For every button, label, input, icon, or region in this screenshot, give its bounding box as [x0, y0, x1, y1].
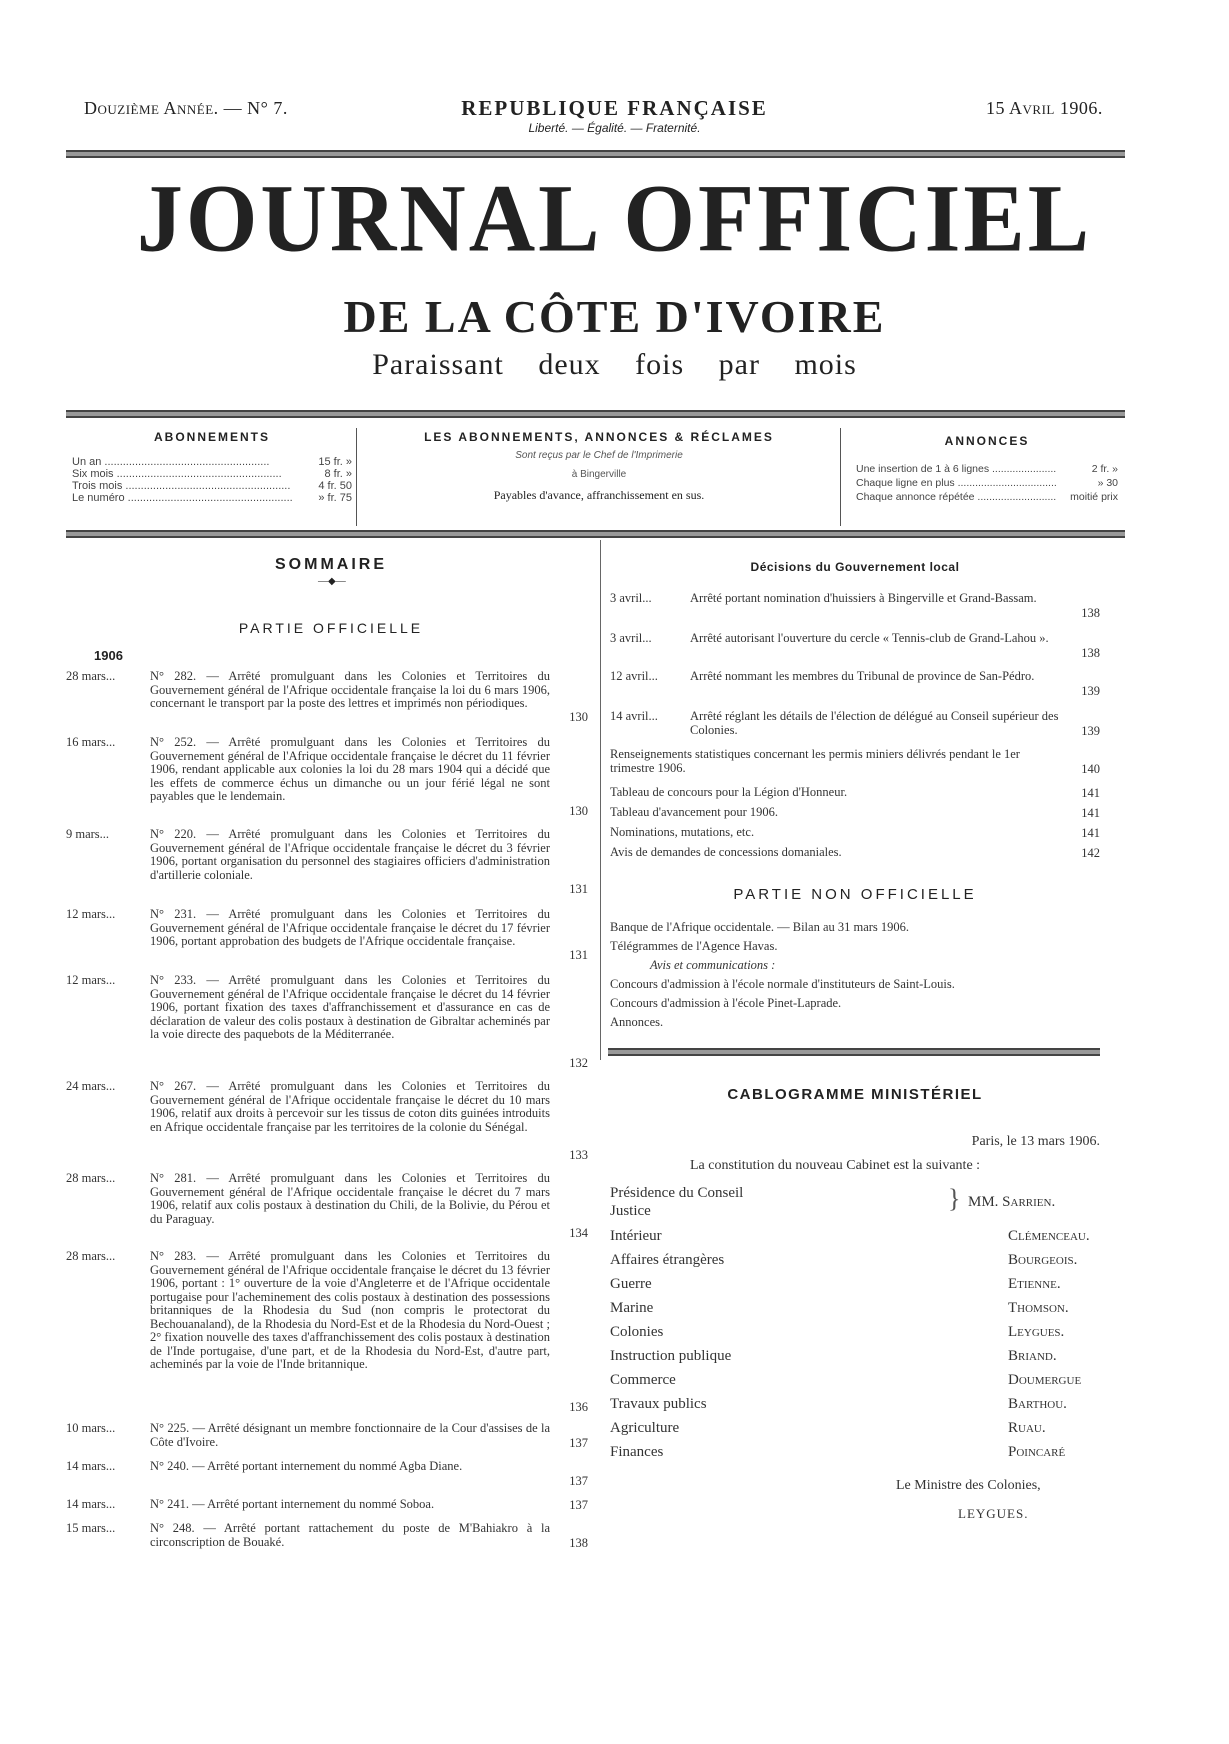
abonnement-row: Six mois ..... 8 fr. »	[72, 468, 352, 480]
sommaire-entry: 14 mars... N° 240. — Arrêté portant internement du nommé Agba Diane. 137	[66, 1459, 588, 1488]
infobox-divider	[840, 428, 841, 526]
non-officielle-item: Concours d'admission à l'école normale d'instituteurs de Saint-Louis.	[610, 977, 955, 991]
sommaire-entry: 10 mars... N° 225. — Arrêté désignant un membre fonctionnaire de la Cour d'assises de la Côte d'Ivoire. 137	[66, 1421, 588, 1450]
ministry-row: Travaux publics Barthou.	[610, 1396, 1067, 1412]
justice-label: Justice	[610, 1203, 651, 1219]
sommaire-entry: 15 mars... N° 248. — Arrêté portant rattachement du poste de M'Bahiakro à la circonscription de Bouaké. 138	[66, 1521, 588, 1550]
cablogramme-dateline: Paris, le 13 mars 1906.	[971, 1134, 1100, 1149]
issue-date: 15 Avril 1906.	[986, 98, 1103, 118]
masthead-frequency: Paraissant deux fois par mois	[372, 348, 857, 381]
sommaire-entry: 16 mars... N° 252. — Arrêté promulguant dans les Colonies et Territoires du Gouvernement général de l'Afrique occidentale française le décret du 11 février 1906, rendant applicable aux colonies la loi du 28 mars 1904 qui a décidé que les effets de commerce échus un dimanche ou un jour férié légal ne sont payables que le lendemain. 130	[66, 735, 588, 818]
abonnement-row: Un an ..... 15 fr. »	[72, 456, 352, 468]
annonce-row: Chaque ligne en plus ..... » 30	[856, 476, 1118, 490]
toc-entry: 14 avril... Arrêté réglant les détails de l'élection de délégué au Conseil supérieur des Colonies. 139	[610, 709, 1100, 738]
republic-title: REPUBLIQUE FRANÇAISE	[461, 96, 768, 120]
non-officielle-item: Concours d'admission à l'école Pinet-Laprade.	[610, 996, 842, 1010]
non-officielle-item: Banque de l'Afrique occidentale. — Bilan au 31 mars 1906.	[610, 920, 910, 934]
abonnements-heading: ABONNEMENTS	[153, 430, 270, 444]
cablogramme-rule	[608, 1048, 1100, 1056]
ministry-row: Agriculture Ruau.	[610, 1420, 1046, 1436]
sommaire-entry: 28 mars... N° 282. — Arrêté promulguant dans les Colonies et Territoires du Gouvernement général de l'Afrique occidentale française la loi du 6 mars 1906, concernant le transport par la poste des lettres et imprimés non périodiques. 130	[66, 669, 588, 724]
signature-name: LEYGUES.	[958, 1506, 1029, 1521]
center-line1: Sont reçus par le Chef de l'Imprimerie	[515, 450, 683, 461]
infobox-divider	[356, 428, 357, 526]
partie-officielle-heading: PARTIE OFFICIELLE	[238, 620, 424, 636]
ministry-row: Colonies Leygues.	[610, 1324, 1065, 1340]
issue-number: Douzième Année. — N° 7.	[84, 98, 288, 118]
non-officielle-item: Télégrammes de l'Agence Havas.	[610, 939, 778, 953]
toc-entry: 3 avril... Arrêté autorisant l'ouverture du cercle « Tennis-club de Grand-Lahou ». 138	[610, 631, 1100, 660]
ornament-icon: —◆—	[318, 576, 346, 587]
column-divider	[600, 540, 601, 1060]
ministry-row: Intérieur Clémenceau.	[610, 1228, 1090, 1244]
toc-entry: Tableau de concours pour la Légion d'Honneur. 141	[610, 785, 1100, 800]
center-line3: Payables d'avance, affranchissement en sus.	[493, 488, 705, 502]
ministry-row: Instruction publique Briand.	[610, 1348, 1057, 1364]
non-officielle-item: Avis et communications :	[650, 958, 776, 972]
center-heading: LES ABONNEMENTS, ANNONCES & RÉCLAMES	[424, 430, 774, 444]
masthead-subtitle: DE LA CÔTE D'IVOIRE	[343, 291, 886, 342]
non-officielle-item: Annonces.	[610, 1015, 664, 1029]
abonnement-row: Le numéro ..... » fr. 75	[72, 492, 352, 504]
sommaire-entry: 12 mars... N° 231. — Arrêté promulguant dans les Colonies et Territoires du Gouvernement général de l'Afrique occidentale française le décret du 17 février 1906, portant approbation des budgets de l'Afrique occidentale française. 131	[66, 907, 588, 962]
non-officielle-list	[610, 918, 1100, 1032]
decisions-heading: Décisions du Gouvernement local	[750, 560, 960, 574]
sommaire-entry: 14 mars... N° 241. — Arrêté portant internement du nommé Soboa. 137	[66, 1497, 588, 1512]
signature-title: Le Ministre des Colonies,	[896, 1478, 1041, 1493]
annonces-heading: ANNONCES	[944, 434, 1030, 448]
sommaire-entry: 28 mars... N° 283. — Arrêté promulguant dans les Colonies et Territoires du Gouvernement général de l'Afrique occidentale française le décret du 13 février 1906, portant : 1° ouverture de la voie d'Angleterre et de l'Afrique occidentale portugaise pour l'acheminement des colis postaux à destination des possessions britanniques de la Rhodesia du Sud (non compris le protectorat du Bechouanaland), de la Rhodesia du Nord-Est et de la Rhodesia du Nord-Ouest ; 2° fixation nouvelle des taxes d'affranchissement des colis postaux à destination de l'Inde portugaise, d'une part, et de la Rhodesia du Nord-Est, d'autre part, acheminés par la voie de l'Inde britannique. 136	[66, 1249, 588, 1414]
toc-entry: Nominations, mutations, etc. 141	[610, 825, 1100, 840]
annonces-box	[856, 424, 1118, 528]
sommaire-entry: 12 mars... N° 233. — Arrêté promulguant dans les Colonies et Territoires du Gouvernement général de l'Afrique occidentale française le décret du 14 février 1906, portant fixation des taxes d'affranchissement et d'assurance en cas de déclaration de valeur des colis postaux à destination de Gibraltar acheminés par la voie directe des paquebots de la Méditerranée. 132	[66, 973, 588, 1070]
mm-sarrien: MM. Sarrien.	[968, 1194, 1056, 1210]
cablogramme-heading: CABLOGRAMME MINISTÉRIEL	[727, 1086, 983, 1103]
toc-entry: Renseignements statistiques concernant les permis miniers délivrés pendant le 1er trimestre 1906. 140	[610, 747, 1100, 776]
infobox-top-rule	[66, 410, 1125, 418]
toc-entry: 12 avril... Arrêté nommant les membres du Tribunal de province de San-Pédro. 139	[610, 669, 1100, 698]
annonce-row: Une insertion de 1 à 6 lignes ..... 2 fr. »	[856, 462, 1118, 476]
ministry-row: Commerce Doumergue	[610, 1372, 1082, 1388]
ministry-row: Affaires étrangères Bourgeois.	[610, 1252, 1078, 1268]
abonnement-row: Trois mois ..... 4 fr. 50	[72, 480, 352, 492]
sommaire-entry: 28 mars... N° 281. — Arrêté promulguant dans les Colonies et Territoires du Gouvernement général de l'Afrique occidentale française le décret du 7 mars 1906, relatif aux colis postaux à destination du Chili, de la Bolivie, du Pérou et du Paraguay. 134	[66, 1171, 588, 1240]
ministry-row: Finances Poincaré	[610, 1444, 1066, 1460]
sommaire-entry: 24 mars... N° 267. — Arrêté promulguant dans les Colonies et Territoires du Gouvernement général de l'Afrique occidentale française le décret du 10 mars 1906, relatif aux droits à percevoir sur les tissus de coton dits guinées introduits en Afrique occidentale française par les territoires de la colonie du Sénégal. 133	[66, 1079, 588, 1162]
sommaire-heading: SOMMAIRE	[275, 556, 387, 573]
masthead-top-rule	[66, 150, 1125, 158]
ministry-row: Guerre Etienne.	[610, 1276, 1061, 1292]
partie-non-officielle-heading: PARTIE NON OFFICIELLE	[733, 886, 977, 903]
presidence-block	[610, 1184, 743, 1220]
ministry-row: Marine Thomson.	[610, 1300, 1069, 1316]
infobox-bottom-rule	[66, 530, 1125, 538]
annonces-list	[856, 462, 1118, 504]
annonce-row: Chaque annonce répétée ..... moitié prix	[856, 490, 1118, 504]
abonnements-info-box	[360, 424, 838, 528]
toc-entry: Tableau d'avancement pour 1906. 141	[610, 805, 1100, 820]
center-line2: à Bingerville	[571, 469, 627, 480]
abonnements-box	[72, 424, 352, 528]
presidence-label: Présidence du Conseil	[610, 1185, 744, 1201]
abonnements-list	[72, 456, 352, 504]
toc-entry: Avis de demandes de concessions domaniales. 142	[610, 845, 1100, 860]
year-label: 1906	[94, 648, 123, 663]
sommaire-entry: 9 mars... N° 220. — Arrêté promulguant dans les Colonies et Territoires du Gouvernement général de l'Afrique occidentale française le décret du 3 février 1906, portant organisation du personnel des stagiaires officiers d'administration d'artillerie coloniale. 131	[66, 827, 588, 896]
masthead-title: JOURNAL OFFICIEL	[136, 164, 1093, 272]
cablogramme-intro: La constitution du nouveau Cabinet est la suivante :	[690, 1158, 981, 1173]
toc-entry: 3 avril... Arrêté portant nomination d'huissiers à Bingerville et Grand-Bassam. 138	[610, 591, 1100, 620]
brace-icon: }	[948, 1184, 961, 1213]
republic-motto: Liberté. — Égalité. — Fraternité.	[528, 121, 701, 135]
